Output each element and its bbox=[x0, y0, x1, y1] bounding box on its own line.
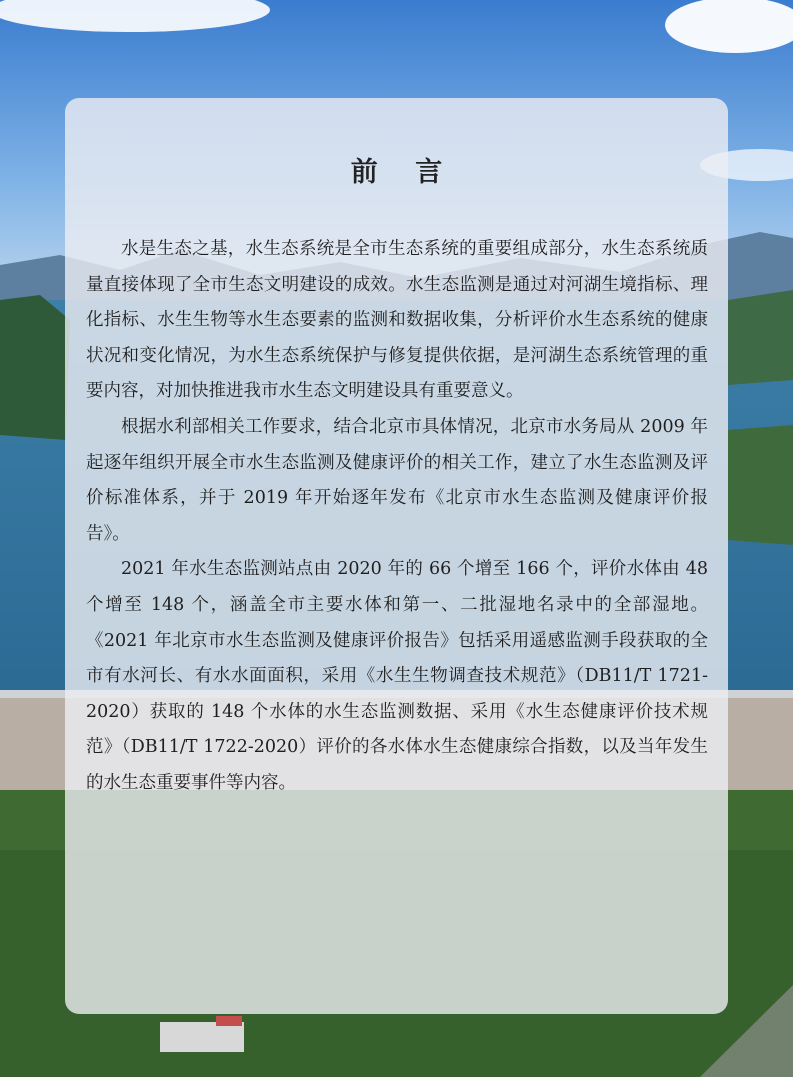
preface-body bbox=[86, 232, 708, 802]
page-title: 前 言 bbox=[350, 157, 457, 188]
paragraph-1: 水是生态之基，水生态系统是全市生态系统的重要组成部分，水生态系统质量直接体现了全市生态文明建设的成效。水生态监测是通过对河湖生境指标、理化指标、水生生物等水生态要素的监测和数据收集，分析评价水生态系统的健康状况和变化情况，为水生态系统保护与修复提供依据，是河湖生态系统管理的重要内容，对加快推进我市水生态文明建设具有重要意义。 bbox=[86, 239, 708, 402]
paragraph-2: 根据水利部相关工作要求，结合北京市具体情况，北京市水务局从 2009 年起逐年组织开展全市水生态监测及健康评价的相关工作，建立了水生态监测及评价标准体系，并于 2019 年开始逐年发布《北京市水生态监测及健康评价报告》。 bbox=[86, 416, 708, 544]
paragraph-3: 2021 年水生态监测站点由 2020 年的 66 个增至 166 个，评价水体由 48 个增至 148 个，涵盖全市主要水体和第一、二批湿地名录中的全部湿地。《2021 年北京市水生态监测及健康评价报告》包括采用遥感监测手段获取的全市有水河长、有水水面面积，采用《水生生物调查技术规范》（DB11/T 1721-2020）获取的 148 个水体的水生态监测数据、采用《水生态健康评价技术规范》（DB11/T 1722-2020）评价的各水体水生态健康综合指数，以及当年发生的水生态重要事件等内容。 bbox=[86, 559, 708, 793]
